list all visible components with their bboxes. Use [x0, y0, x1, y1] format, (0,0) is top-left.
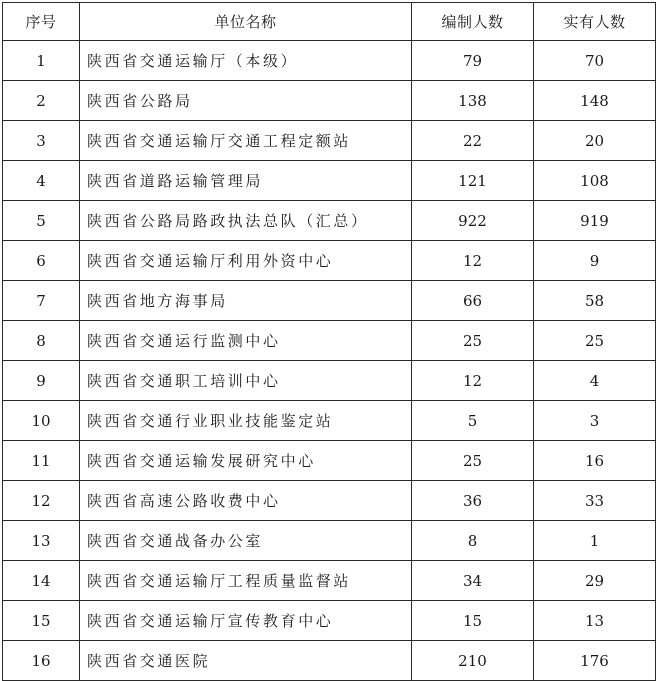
row-unit-name: 陕西省交通运输厅利用外资中心	[80, 241, 412, 281]
row-actual-count: 33	[534, 481, 656, 521]
row-authorized-count: 36	[412, 481, 534, 521]
row-authorized-count: 12	[412, 361, 534, 401]
row-index: 6	[3, 241, 80, 281]
row-unit-name: 陕西省公路局	[80, 81, 412, 121]
table-row	[3, 81, 656, 121]
row-index: 16	[3, 641, 80, 681]
row-index: 3	[3, 121, 80, 161]
row-unit-name: 陕西省交通运输厅宣传教育中心	[80, 601, 412, 641]
header-unit-name: 单位名称	[80, 3, 412, 41]
row-index: 8	[3, 321, 80, 361]
row-authorized-count: 34	[412, 561, 534, 601]
row-unit-name: 陕西省交通运输发展研究中心	[80, 441, 412, 481]
row-actual-count: 13	[534, 601, 656, 641]
row-actual-count: 919	[534, 201, 656, 241]
row-actual-count: 176	[534, 641, 656, 681]
row-index: 11	[3, 441, 80, 481]
row-unit-name: 陕西省公路局路政执法总队（汇总）	[80, 201, 412, 241]
row-actual-count: 25	[534, 321, 656, 361]
table-row	[3, 281, 656, 321]
row-unit-name: 陕西省交通运行监测中心	[80, 321, 412, 361]
table-row	[3, 321, 656, 361]
row-index: 5	[3, 201, 80, 241]
row-actual-count: 20	[534, 121, 656, 161]
table-row	[3, 161, 656, 201]
row-index: 15	[3, 601, 80, 641]
table-body	[3, 41, 656, 681]
row-actual-count: 148	[534, 81, 656, 121]
row-index: 12	[3, 481, 80, 521]
row-index: 10	[3, 401, 80, 441]
table-row	[3, 401, 656, 441]
row-authorized-count: 12	[412, 241, 534, 281]
row-authorized-count: 66	[412, 281, 534, 321]
table-row	[3, 41, 656, 81]
row-unit-name: 陕西省交通运输厅交通工程定额站	[80, 121, 412, 161]
row-authorized-count: 8	[412, 521, 534, 561]
row-index: 4	[3, 161, 80, 201]
row-unit-name: 陕西省交通运输厅工程质量监督站	[80, 561, 412, 601]
row-actual-count: 4	[534, 361, 656, 401]
header-row	[3, 3, 656, 41]
table-row	[3, 201, 656, 241]
row-unit-name: 陕西省地方海事局	[80, 281, 412, 321]
row-unit-name: 陕西省交通职工培训中心	[80, 361, 412, 401]
row-index: 1	[3, 41, 80, 81]
row-authorized-count: 15	[412, 601, 534, 641]
row-actual-count: 29	[534, 561, 656, 601]
staffing-table	[2, 2, 656, 681]
table-row	[3, 641, 656, 681]
row-index: 13	[3, 521, 80, 561]
row-unit-name: 陕西省交通运输厅（本级）	[80, 41, 412, 81]
header-authorized-count: 编制人数	[412, 3, 534, 41]
table-row	[3, 481, 656, 521]
row-unit-name: 陕西省交通战备办公室	[80, 521, 412, 561]
header-index: 序号	[3, 3, 80, 41]
row-unit-name: 陕西省交通医院	[80, 641, 412, 681]
row-actual-count: 70	[534, 41, 656, 81]
row-index: 14	[3, 561, 80, 601]
row-actual-count: 58	[534, 281, 656, 321]
row-authorized-count: 138	[412, 81, 534, 121]
row-authorized-count: 25	[412, 321, 534, 361]
row-unit-name: 陕西省高速公路收费中心	[80, 481, 412, 521]
table-row	[3, 361, 656, 401]
header-actual-count: 实有人数	[534, 3, 656, 41]
row-actual-count: 1	[534, 521, 656, 561]
row-index: 7	[3, 281, 80, 321]
row-authorized-count: 210	[412, 641, 534, 681]
row-authorized-count: 79	[412, 41, 534, 81]
row-authorized-count: 5	[412, 401, 534, 441]
table-row	[3, 121, 656, 161]
table-row	[3, 601, 656, 641]
row-actual-count: 108	[534, 161, 656, 201]
table-row	[3, 241, 656, 281]
table-row	[3, 561, 656, 601]
row-actual-count: 3	[534, 401, 656, 441]
table-header	[3, 3, 656, 41]
row-unit-name: 陕西省道路运输管理局	[80, 161, 412, 201]
row-actual-count: 16	[534, 441, 656, 481]
row-unit-name: 陕西省交通行业职业技能鉴定站	[80, 401, 412, 441]
row-authorized-count: 121	[412, 161, 534, 201]
row-authorized-count: 22	[412, 121, 534, 161]
row-index: 2	[3, 81, 80, 121]
row-authorized-count: 25	[412, 441, 534, 481]
row-index: 9	[3, 361, 80, 401]
row-actual-count: 9	[534, 241, 656, 281]
table-row	[3, 441, 656, 481]
table-row	[3, 521, 656, 561]
row-authorized-count: 922	[412, 201, 534, 241]
